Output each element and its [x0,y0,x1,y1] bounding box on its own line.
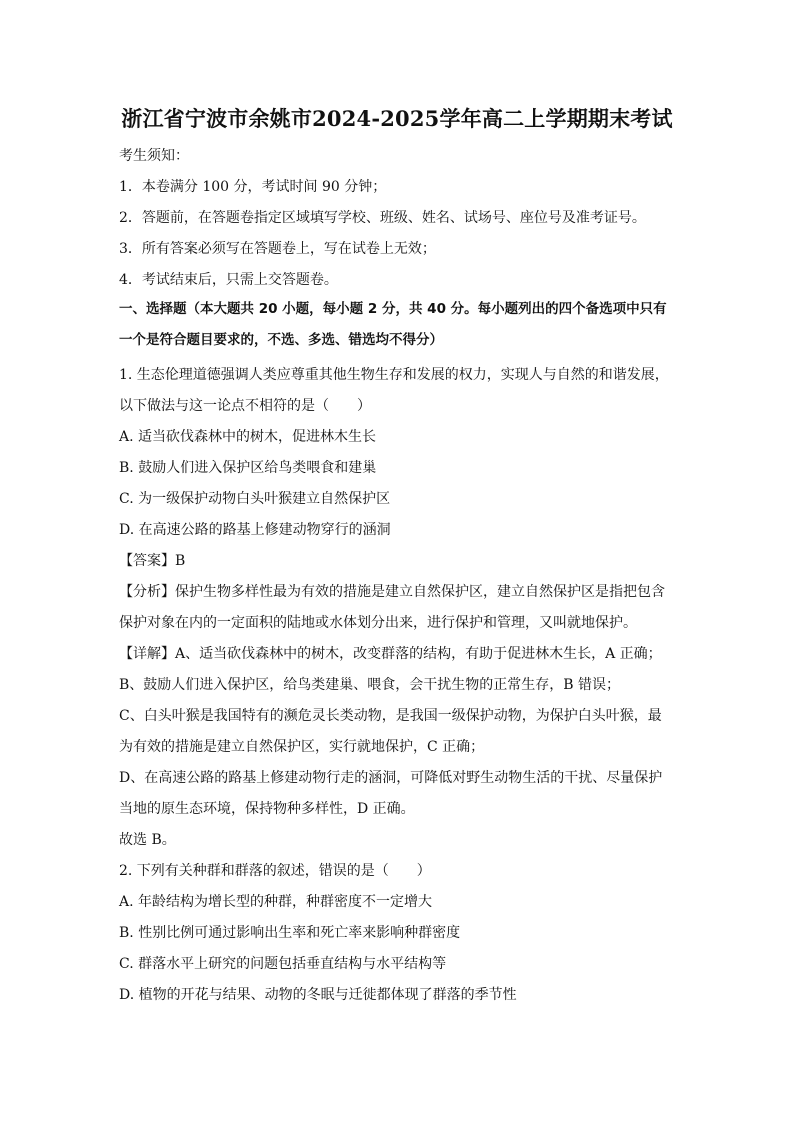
notice-item-2: 2．答题前，在答题卷指定区域填写学校、班级、姓名、试场号、座位号及准考证号。 [119,210,646,226]
notice-heading: 考生须知： [119,148,189,164]
q1-stem-line-2: 以下做法与这一论点不相符的是（ ） [119,398,371,414]
q1-option-c: C. 为一级保护动物白头叶猴建立自然保护区 [119,491,391,507]
q1-option-b: B. 鼓励人们进入保护区给鸟类喂食和建巢 [119,460,377,476]
q1-detail-line-4: 为有效的措施是建立自然保护区，实行就地保护，C 正确； [119,739,485,755]
q1-detail-line-6: 当地的原生态环境，保持物种多样性，D 正确。 [119,801,415,817]
q1-analysis-line-1: 【分析】保护生物多样性最为有效的措施是建立自然保护区，建立自然保护区是指把包含 [119,584,665,600]
q1-detail-line-2: B、鼓励人们进入保护区，给鸟类建巢、喂食，会干扰生物的正常生存，B 错误； [119,677,621,693]
q2-option-a: A. 年龄结构为增长型的种群，种群密度不一定增大 [119,894,433,910]
q1-analysis-line-2: 保护对象在内的一定面积的陆地或水体划分出来，进行保护和管理，又叫就地保护。 [119,615,637,631]
q2-option-d: D. 植物的开花与结果、动物的冬眠与迁徙都体现了群落的季节性 [119,987,517,1003]
q2-option-c: C. 群落水平上研究的问题包括垂直结构与水平结构等 [119,956,447,972]
section-heading-line-1: 一、选择题（本大题共 20 小题，每小题 2 分，共 40 分。每小题列出的四个备选项中只有 [119,301,667,317]
q1-option-a: A. 适当砍伐森林中的树木，促进林木生长 [119,429,377,445]
q1-detail-line-5: D、在高速公路的路基上修建动物行走的涵洞，可降低对野生动物生活的干扰、尽量保护 [119,770,663,786]
notice-item-1: 1．本卷满分 100 分，考试时间 90 分钟； [119,179,387,195]
q2-option-b: B. 性别比例可通过影响出生率和死亡率来影响种群密度 [119,925,461,941]
q1-answer: 【答案】B [119,553,186,569]
section-heading-line-2: 一个是符合题目要求的，不选、多选、错选均不得分） [119,332,443,348]
q1-detail-line-7: 故选 B。 [119,832,176,848]
q1-option-d: D. 在高速公路的路基上修建动物穿行的涵洞 [119,522,391,538]
notice-item-4: 4．考试结束后，只需上交答题卷。 [119,272,338,288]
q1-stem-line-1: 1. 生态伦理道德强调人类应尊重其他生物生存和发展的权力，实现人与自然的和谐发展， [119,367,669,383]
q2-stem: 2. 下列有关种群和群落的叙述，错误的是（ ） [119,863,431,879]
page-title: 浙江省宁波市余姚市2024-2025学年高二上学期期末考试 [121,106,673,131]
q1-detail-line-3: C、白头叶猴是我国特有的濒危灵长类动物，是我国一级保护动物，为保护白头叶猴，最 [119,708,662,724]
notice-item-3: 3．所有答案必须写在答题卷上，写在试卷上无效； [119,241,436,257]
q1-detail-line-1: 【详解】A、适当砍伐森林中的树木，改变群落的结构，有助于促进林木生长，A 正确； [119,646,662,662]
